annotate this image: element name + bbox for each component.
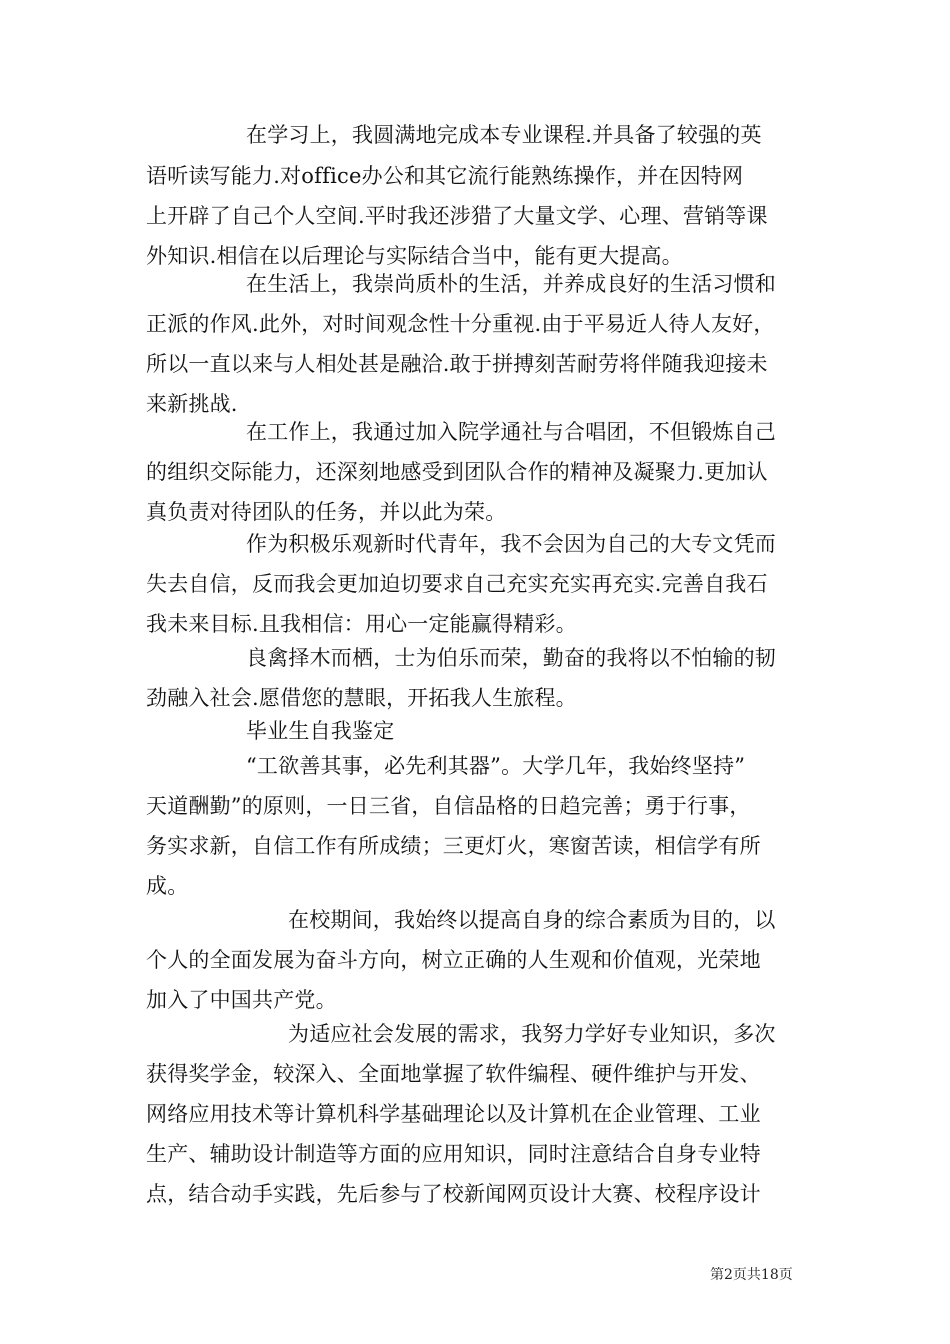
text-line: 个人的全面发展为奋斗方向，树立正确的人生观和价值观，光荣地: [146, 948, 761, 972]
text-line: 劲融入社会.愿借您的慧眼，开拓我人生旅程。: [146, 686, 577, 710]
text-line: 来新挑战.: [146, 392, 238, 416]
text-line: 真负责对待团队的任务，并以此为荣。: [146, 500, 507, 524]
text-line: 外知识.相信在以后理论与实际结合当中，能有更大提高。: [146, 244, 683, 268]
text-line: 失去自信，反而我会更加迫切要求自己充实充实再充实.完善自我石: [146, 572, 768, 596]
text-line: 为适应社会发展的需求，我努力学好专业知识，多次: [288, 1022, 776, 1046]
text-line: 在校期间，我始终以提高自身的综合素质为目的，以: [288, 908, 776, 932]
text-line: 获得奖学金，较深入、全面地掌握了软件编程、硬件维护与开发、: [146, 1062, 761, 1086]
text-line: 我未来目标.且我相信：用心一定能赢得精彩。: [146, 612, 577, 636]
text-line: 作为积极乐观新时代青年，我不会因为自己的大专文凭而: [246, 532, 776, 556]
text-line: 所以一直以来与人相处甚是融洽.敢于拼搏刻苦耐劳将伴随我迎接未: [146, 352, 768, 376]
text-line: 在生活上，我崇尚质朴的生活，并养成良好的生活习惯和: [246, 272, 776, 296]
text-line: 点，结合动手实践，先后参与了校新闻网页设计大赛、校程序设计: [146, 1182, 761, 1206]
text-line: “工欲善其事，必先利其器”。大学几年，我始终坚持”: [246, 754, 746, 778]
text-line: 的组织交际能力，还深刻地感受到团队合作的精神及凝聚力.更加认: [146, 460, 768, 484]
text-line: 务实求新，自信工作有所成绩；三更灯火，寒窗苦读，相信学有所: [146, 834, 761, 858]
text-line: 良禽择木而栖，士为伯乐而荣，勤奋的我将以不怕输的韧: [246, 646, 776, 670]
text-line: 天道酬勤”的原则，一日三省，自信品格的日趋完善；勇于行事，: [146, 794, 751, 818]
page-number-footer: 第2页共18页: [710, 1267, 793, 1283]
text-line: 生产、辅助设计制造等方面的应用知识，同时注意结合自身专业特: [146, 1142, 761, 1166]
text-line: 在学习上，我圆满地完成本专业课程.并具备了较强的英: [246, 123, 762, 147]
text-line: 正派的作风.此外，对时间观念性十分重视.由于平易近人待人友好，: [146, 312, 775, 336]
text-line: 加入了中国共产党。: [146, 988, 337, 1012]
section-heading: 毕业生自我鉴定: [246, 719, 395, 743]
text-line: 网络应用技术等计算机科学基础理论以及计算机在企业管理、工业: [146, 1102, 761, 1126]
text-line: 成。: [146, 874, 189, 898]
text-line: 在工作上，我通过加入院学通社与合唱团，不但锻炼自己: [246, 420, 776, 444]
text-line: 上开辟了自己个人空间.平时我还涉猎了大量文学、心理、营销等课: [146, 204, 768, 228]
text-line: 语听读写能力.对office办公和其它流行能熟练操作，并在因特网: [146, 164, 744, 188]
